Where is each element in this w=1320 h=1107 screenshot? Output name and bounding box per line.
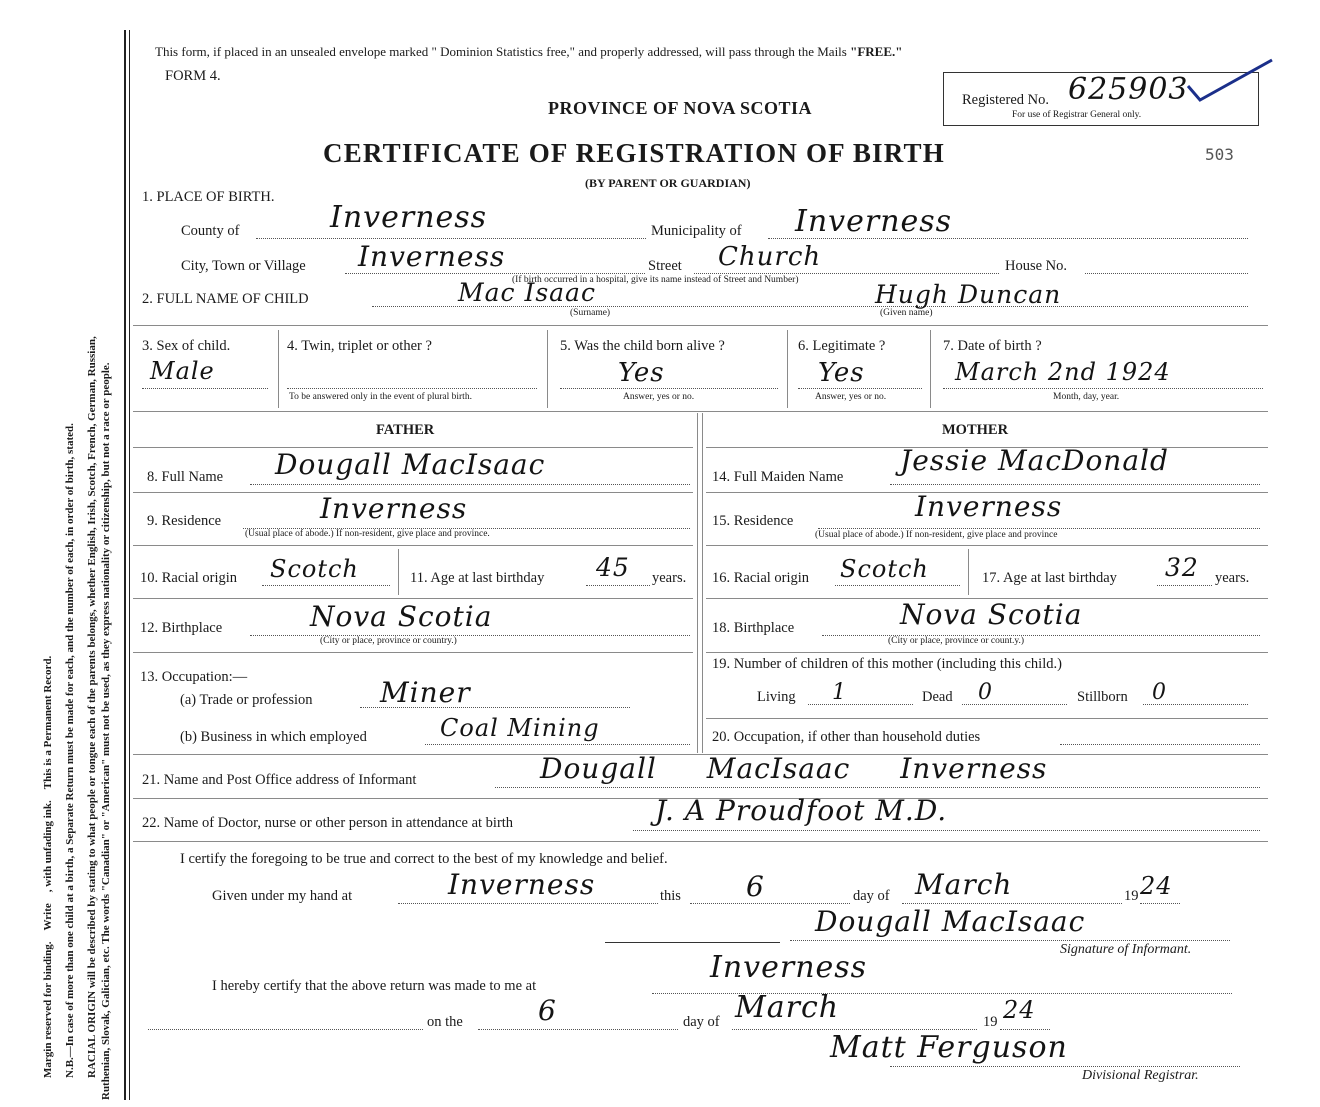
place-of-birth-label: 1. PLACE OF BIRTH. (142, 189, 275, 205)
father-name-line (250, 484, 690, 485)
mother-occupation-line (1060, 744, 1260, 745)
born-alive-note: Answer, yes or no. (623, 392, 695, 402)
registrar-year-prefix: 19 (983, 1014, 998, 1030)
form-number: FORM 4. (165, 68, 221, 84)
registrar-signature: Matt Ferguson (830, 1030, 1068, 1065)
county-label: County of (181, 223, 240, 239)
father-birthplace-rule (133, 652, 693, 653)
mother-birthplace-note: (City or place, province or count.y.) (888, 636, 1025, 646)
given-year-value: 24 (1140, 872, 1173, 900)
mother-occupation-label: 20. Occupation, if other than household duties (712, 729, 981, 745)
father-business-value: Coal Mining (440, 714, 600, 742)
certificate-subtitle: (BY PARENT OR GUARDIAN) (585, 176, 751, 190)
doctor-label: 22. Name of Doctor, nurse or other person in attendance at birth (142, 815, 514, 831)
given-place-line (398, 903, 658, 904)
born-alive-label: 5. Was the child born alive ? (560, 338, 725, 354)
mother-residence-value: Inverness (915, 490, 1063, 523)
registrar-year-value: 24 (1003, 996, 1036, 1024)
divider-parents (133, 411, 1268, 412)
father-trade-label: (a) Trade or profession (180, 692, 313, 708)
municipality-value: Inverness (795, 204, 953, 239)
registrar-on-the-label: on the (427, 1014, 463, 1030)
street-label: Street (648, 258, 682, 274)
house-label: House No. (1005, 258, 1068, 274)
father-business-label: (b) Business in which employed (180, 729, 367, 745)
doctor-value: J. A Proudfoot M.D. (655, 794, 948, 827)
given-day-of-label: day of (853, 888, 890, 904)
registered-label: Registered No. (962, 92, 1049, 108)
father-racial-value: Scotch (270, 555, 359, 583)
dob-line (943, 388, 1263, 389)
divider-child (133, 325, 1268, 326)
registrar-caption: Divisional Registrar. (1082, 1068, 1199, 1083)
given-year-prefix: 19 (1124, 888, 1139, 904)
father-name-value: Dougall MacIsaac (275, 448, 546, 481)
father-occupation-label: 13. Occupation:— (140, 669, 248, 685)
given-under-label: Given under my hand at (212, 888, 353, 904)
given-month-value: March (915, 868, 1013, 901)
mother-racial-value: Scotch (840, 555, 929, 583)
mother-name-label: 14. Full Maiden Name (712, 469, 844, 485)
margin-rule-inner (129, 30, 130, 1100)
mother-racial-label: 16. Racial origin (712, 570, 810, 586)
divider-certification (133, 841, 1268, 842)
living-label: Living (757, 689, 796, 705)
father-age-value: 45 (596, 553, 630, 582)
margin-note-permanent-text: This is a Permanent Record. (42, 655, 54, 790)
father-heading: FATHER (376, 422, 435, 438)
informant-label: 21. Name and Post Office address of Informant (142, 772, 417, 788)
given-this-label: this (660, 888, 681, 904)
registrar-day-line (478, 1029, 678, 1030)
given-place-value: Inverness (448, 868, 596, 901)
mother-age-label: 17. Age at last birthday (982, 570, 1117, 586)
stamp-number: 503 (1205, 145, 1234, 164)
margin-note-racial-origin-cont: Ruthenian, Slovak, Galician, etc. The words "Canadian" or "American" must not be used, as they express nationality or citizenship, but not a race or people. (100, 362, 112, 1100)
informant-signature: Dougall MacIsaac (815, 905, 1086, 938)
father-age-rule (133, 598, 693, 599)
registrar-note: For use of Registrar General only. (1012, 110, 1142, 120)
father-name-label: 8. Full Name (147, 469, 224, 485)
sex-line (142, 388, 268, 389)
registered-number: 625903 (1068, 72, 1189, 107)
dead-value: 0 (978, 680, 993, 705)
mother-children-label: 19. Number of children of this mother (including this child.) (712, 656, 1062, 672)
margin-note-ink-text: , with unfading ink. (42, 800, 54, 893)
born-alive-line (560, 388, 778, 389)
signature-rule (605, 942, 780, 943)
province-heading: PROVINCE OF NOVA SCOTIA (548, 98, 813, 118)
mother-birthplace-value: Nova Scotia (900, 598, 1083, 631)
mother-name-line (890, 484, 1260, 485)
given-day-line (690, 903, 850, 904)
legitimate-line (798, 388, 922, 389)
father-age-label: 11. Age at last birthday (410, 570, 545, 586)
mother-residence-line (818, 528, 1260, 529)
registrar-day-of-label: day of (683, 1014, 720, 1030)
living-value: 1 (832, 680, 847, 705)
registrar-signature-line (890, 1066, 1240, 1067)
mother-age-value: 32 (1165, 553, 1199, 582)
city-line (345, 273, 645, 274)
mother-residence-rule (706, 545, 1268, 546)
father-trade-value: Miner (380, 676, 471, 709)
mother-residence-note: (Usual place of abode.) If non-resident, give place and province (815, 530, 1058, 540)
mother-racial-divider (968, 549, 969, 595)
mail-notice-text: This form, if placed in an unsealed envelope marked " Dominion Statistics free," and properly addressed, will pass through the Mails (155, 44, 847, 59)
informant-signature-line (790, 940, 1230, 941)
born-alive-value: Yes (618, 358, 665, 388)
margin-rule (124, 30, 126, 1100)
divider-col-2 (547, 330, 548, 408)
street-value: Church (718, 242, 822, 272)
binding-margin (0, 0, 130, 1107)
mother-residence-label: 15. Residence (712, 513, 794, 529)
father-residence-value: Inverness (320, 492, 468, 525)
father-age-line (586, 585, 650, 586)
twin-line (287, 388, 537, 389)
given-month-line (902, 903, 1122, 904)
stillborn-label: Stillborn (1077, 689, 1128, 705)
registrar-place-value: Inverness (710, 950, 868, 985)
legitimate-note: Answer, yes or no. (815, 392, 887, 402)
registrar-month-value: March (735, 990, 840, 1025)
father-residence-rule (133, 545, 693, 546)
mother-children-rule (706, 718, 1268, 719)
given-day-value: 6 (746, 870, 765, 903)
dob-label: 7. Date of birth ? (943, 338, 1042, 354)
municipality-label: Municipality of (651, 223, 742, 239)
check-mark-icon (1180, 56, 1280, 106)
margin-note-binding-text: Margin reserved for binding. (42, 941, 54, 1078)
father-birthplace-note: (City or place, province or country.) (320, 636, 457, 646)
margin-note-racial-origin: RACIAL ORIGIN will be described by stating to what people or tongue each of the parents belongs, whether English, Irish, Scotch, French, German, Russian, (86, 336, 98, 1078)
signature-caption: Signature of Informant. (1060, 942, 1192, 957)
informant-line (495, 787, 1260, 788)
registrar-day-value: 6 (538, 994, 557, 1027)
doctor-line (633, 830, 1260, 831)
father-age-suffix: years. (652, 570, 687, 586)
mother-age-suffix: years. (1215, 570, 1250, 586)
margin-note-binding (42, 656, 54, 1078)
certify-statement: I certify the foregoing to be true and correct to the best of my knowledge and belief. (180, 851, 668, 867)
parents-divider-inner (702, 413, 703, 753)
city-value: Inverness (358, 240, 506, 273)
house-line (1085, 273, 1248, 274)
informant-value: Dougall MacIsaac Inverness (540, 752, 1048, 785)
twin-label: 4. Twin, triplet or other ? (287, 338, 432, 354)
mother-birthplace-rule (706, 652, 1268, 653)
father-racial-label: 10. Racial origin (140, 570, 238, 586)
divider-col-3 (787, 330, 788, 408)
mother-age-line (1157, 585, 1212, 586)
father-business-line (425, 744, 690, 745)
sex-label: 3. Sex of child. (142, 338, 231, 354)
given-name-caption: (Given name) (880, 308, 933, 318)
surname-caption: (Surname) (570, 308, 611, 318)
mother-birthplace-label: 18. Birthplace (712, 620, 795, 636)
registrar-leading-line (148, 1029, 423, 1030)
child-surname-value: Mac Isaac (458, 278, 596, 307)
street-line (694, 273, 999, 274)
hospital-note: (If birth occurred in a hospital, give its name instead of Street and Number) (512, 275, 799, 285)
father-birthplace-value: Nova Scotia (310, 600, 493, 633)
legitimate-value: Yes (818, 358, 865, 388)
dob-value: March 2nd 1924 (955, 358, 1171, 386)
margin-note-nb: N.B.—In case of more than one child at a birth, a Separate Return must be made for each, and the number of each, in order of birth, stated. (64, 423, 76, 1078)
county-line (256, 238, 646, 239)
divider-col-1 (278, 330, 279, 408)
dob-note: Month, day, year. (1053, 392, 1120, 402)
twin-note: To be answered only in the event of plural birth. (289, 392, 472, 402)
father-birthplace-label: 12. Birthplace (140, 620, 223, 636)
given-year-line (1140, 903, 1180, 904)
sex-value: Male (150, 357, 215, 385)
mail-notice-free: "FREE." (850, 44, 903, 59)
county-value: Inverness (330, 200, 488, 235)
divider-col-4 (930, 330, 931, 408)
registrar-statement: I hereby certify that the above return was made to me at (212, 978, 537, 994)
mother-racial-line (835, 585, 960, 586)
mother-heading: MOTHER (942, 422, 1009, 438)
parents-divider (697, 413, 698, 753)
stillborn-value: 0 (1152, 680, 1167, 705)
child-name-label: 2. FULL NAME OF CHILD (142, 291, 309, 307)
margin-note-write-text: Write (42, 903, 54, 931)
living-line (808, 704, 913, 705)
certificate-title: CERTIFICATE OF REGISTRATION OF BIRTH (323, 138, 945, 168)
father-racial-divider (398, 549, 399, 595)
father-racial-line (262, 585, 390, 586)
father-residence-note: (Usual place of abode.) If non-resident, give place and province. (245, 529, 490, 539)
dead-label: Dead (922, 689, 953, 705)
city-label: City, Town or Village (181, 258, 306, 274)
father-birthplace-line (250, 635, 690, 636)
legitimate-label: 6. Legitimate ? (798, 338, 886, 354)
father-residence-label: 9. Residence (147, 513, 222, 529)
mail-notice (155, 44, 902, 60)
child-given-value: Hugh Duncan (875, 280, 1062, 309)
mother-name-value: Jessie MacDonald (900, 444, 1169, 477)
